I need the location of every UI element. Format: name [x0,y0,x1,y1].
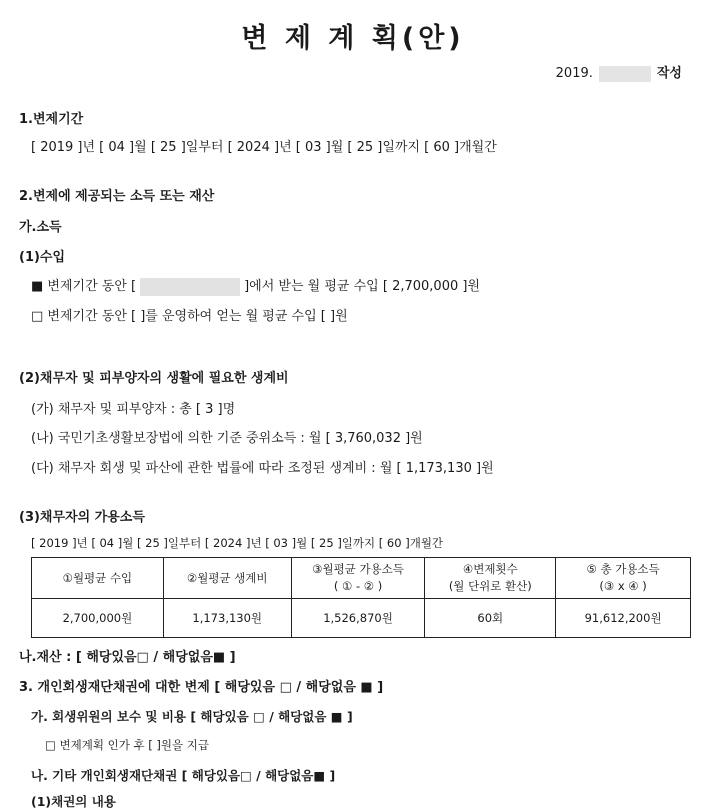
table-cell-living-cost: 1,173,130원 [163,599,291,638]
table-header-cell [163,558,291,599]
header-repayment-count: ④변제횟수 [462,562,518,576]
table-header-row [32,558,691,599]
income-line-business: □ 변제기간 동안 [ ]를 운영하여 얻는 월 평균 수입 [ ]원 [31,309,348,324]
document-title: 변 제 계 획(안) [241,23,465,54]
table-cell-total-available: 91,612,200원 [556,599,691,638]
header-available-income: ③월평균 가용소득 [312,562,404,576]
available-income-period: [ 2019 ]년 [ 04 ]월 [ 25 ]일부터 [ 2024 ]년 [ 03 ]월 [ 25 ]일까지 [ 60 ]개월간 [31,536,444,550]
dependents-line: (가) 채무자 및 피부양자 : 총 [ 3 ]명 [31,402,236,417]
section3-heading: 3. 개인회생재단채권에 대한 변제 [ 해당있음 □ / 해당없음 ■ ] [19,680,384,695]
redacted-employer [140,278,240,296]
living-cost-heading: (2)채무자 및 피부양자의 생활에 필요한 생계비 [19,371,289,386]
claim-content-heading: (1)채권의 내용 [31,794,116,809]
income-subheading: 가.소득 [19,220,62,235]
adjusted-living-cost-line: (다) 채무자 회생 및 파산에 관한 법률에 따라 조정된 생계비 : 월 [ 1,173,130 ]원 [31,461,494,476]
section2-heading: 2.변제에 제공되는 소득 또는 재산 [19,189,215,204]
table-header-cell [32,558,164,599]
trustee-fee-detail: □ 변제계획 인가 후 [ ]원을 지급 [45,738,209,752]
income-line-salary-pre: ■ 변제기간 동안 [ [31,279,137,294]
header-monthly-income: ①월평균 수입 [62,570,133,585]
table-cell-monthly-income: 2,700,000원 [32,599,164,638]
date-line [556,62,682,82]
section1-heading: 1.변제기간 [19,112,84,127]
available-income-table [31,557,691,638]
table-header-cell [291,558,425,599]
header-monthly-living-cost: ②월평균 생계비 [186,570,268,585]
income-line-salary-post: ]에서 받는 월 평균 수입 [ 2,700,000 ]원 [244,279,480,294]
income-line-salary [31,275,480,296]
table-header-cell [556,558,691,599]
date-suffix: 작성 [656,66,682,81]
table-header-cell [425,558,556,599]
header-total-available: ⑤ 총 가용소득 [586,562,660,576]
date-year: 2019. [555,66,593,81]
other-estate-claims-line: 나. 기타 개인회생재단채권 [ 해당있음□ / 해당없음■ ] [31,768,336,783]
table-cell-available-income: 1,526,870원 [291,599,425,638]
revenue-heading: (1)수입 [19,250,66,265]
header-repayment-count-note: (월 단위로 환산) [448,579,532,593]
median-income-line: (나) 국민기초생활보장법에 의한 기준 중위소득 : 월 [ 3,760,032 ]원 [31,431,423,446]
table-row [32,599,691,638]
redacted-date [599,66,651,82]
available-income-heading: (3)채무자의 가용소득 [19,510,145,525]
header-total-available-formula: (③ x ④ ) [599,579,647,593]
repayment-period: [ 2019 ]년 [ 04 ]월 [ 25 ]일부터 [ 2024 ]년 [ 03 ]월 [ 25 ]일까지 [ 60 ]개월간 [31,140,497,155]
property-line: 나.재산 : [ 해당있음□ / 해당없음■ ] [19,650,236,665]
trustee-fee-line: 가. 회생위원의 보수 및 비용 [ 해당있음 □ / 해당없음 ■ ] [31,709,353,724]
table-cell-repayment-count: 60회 [425,599,556,638]
header-available-income-formula: ( ① - ② ) [333,579,383,593]
